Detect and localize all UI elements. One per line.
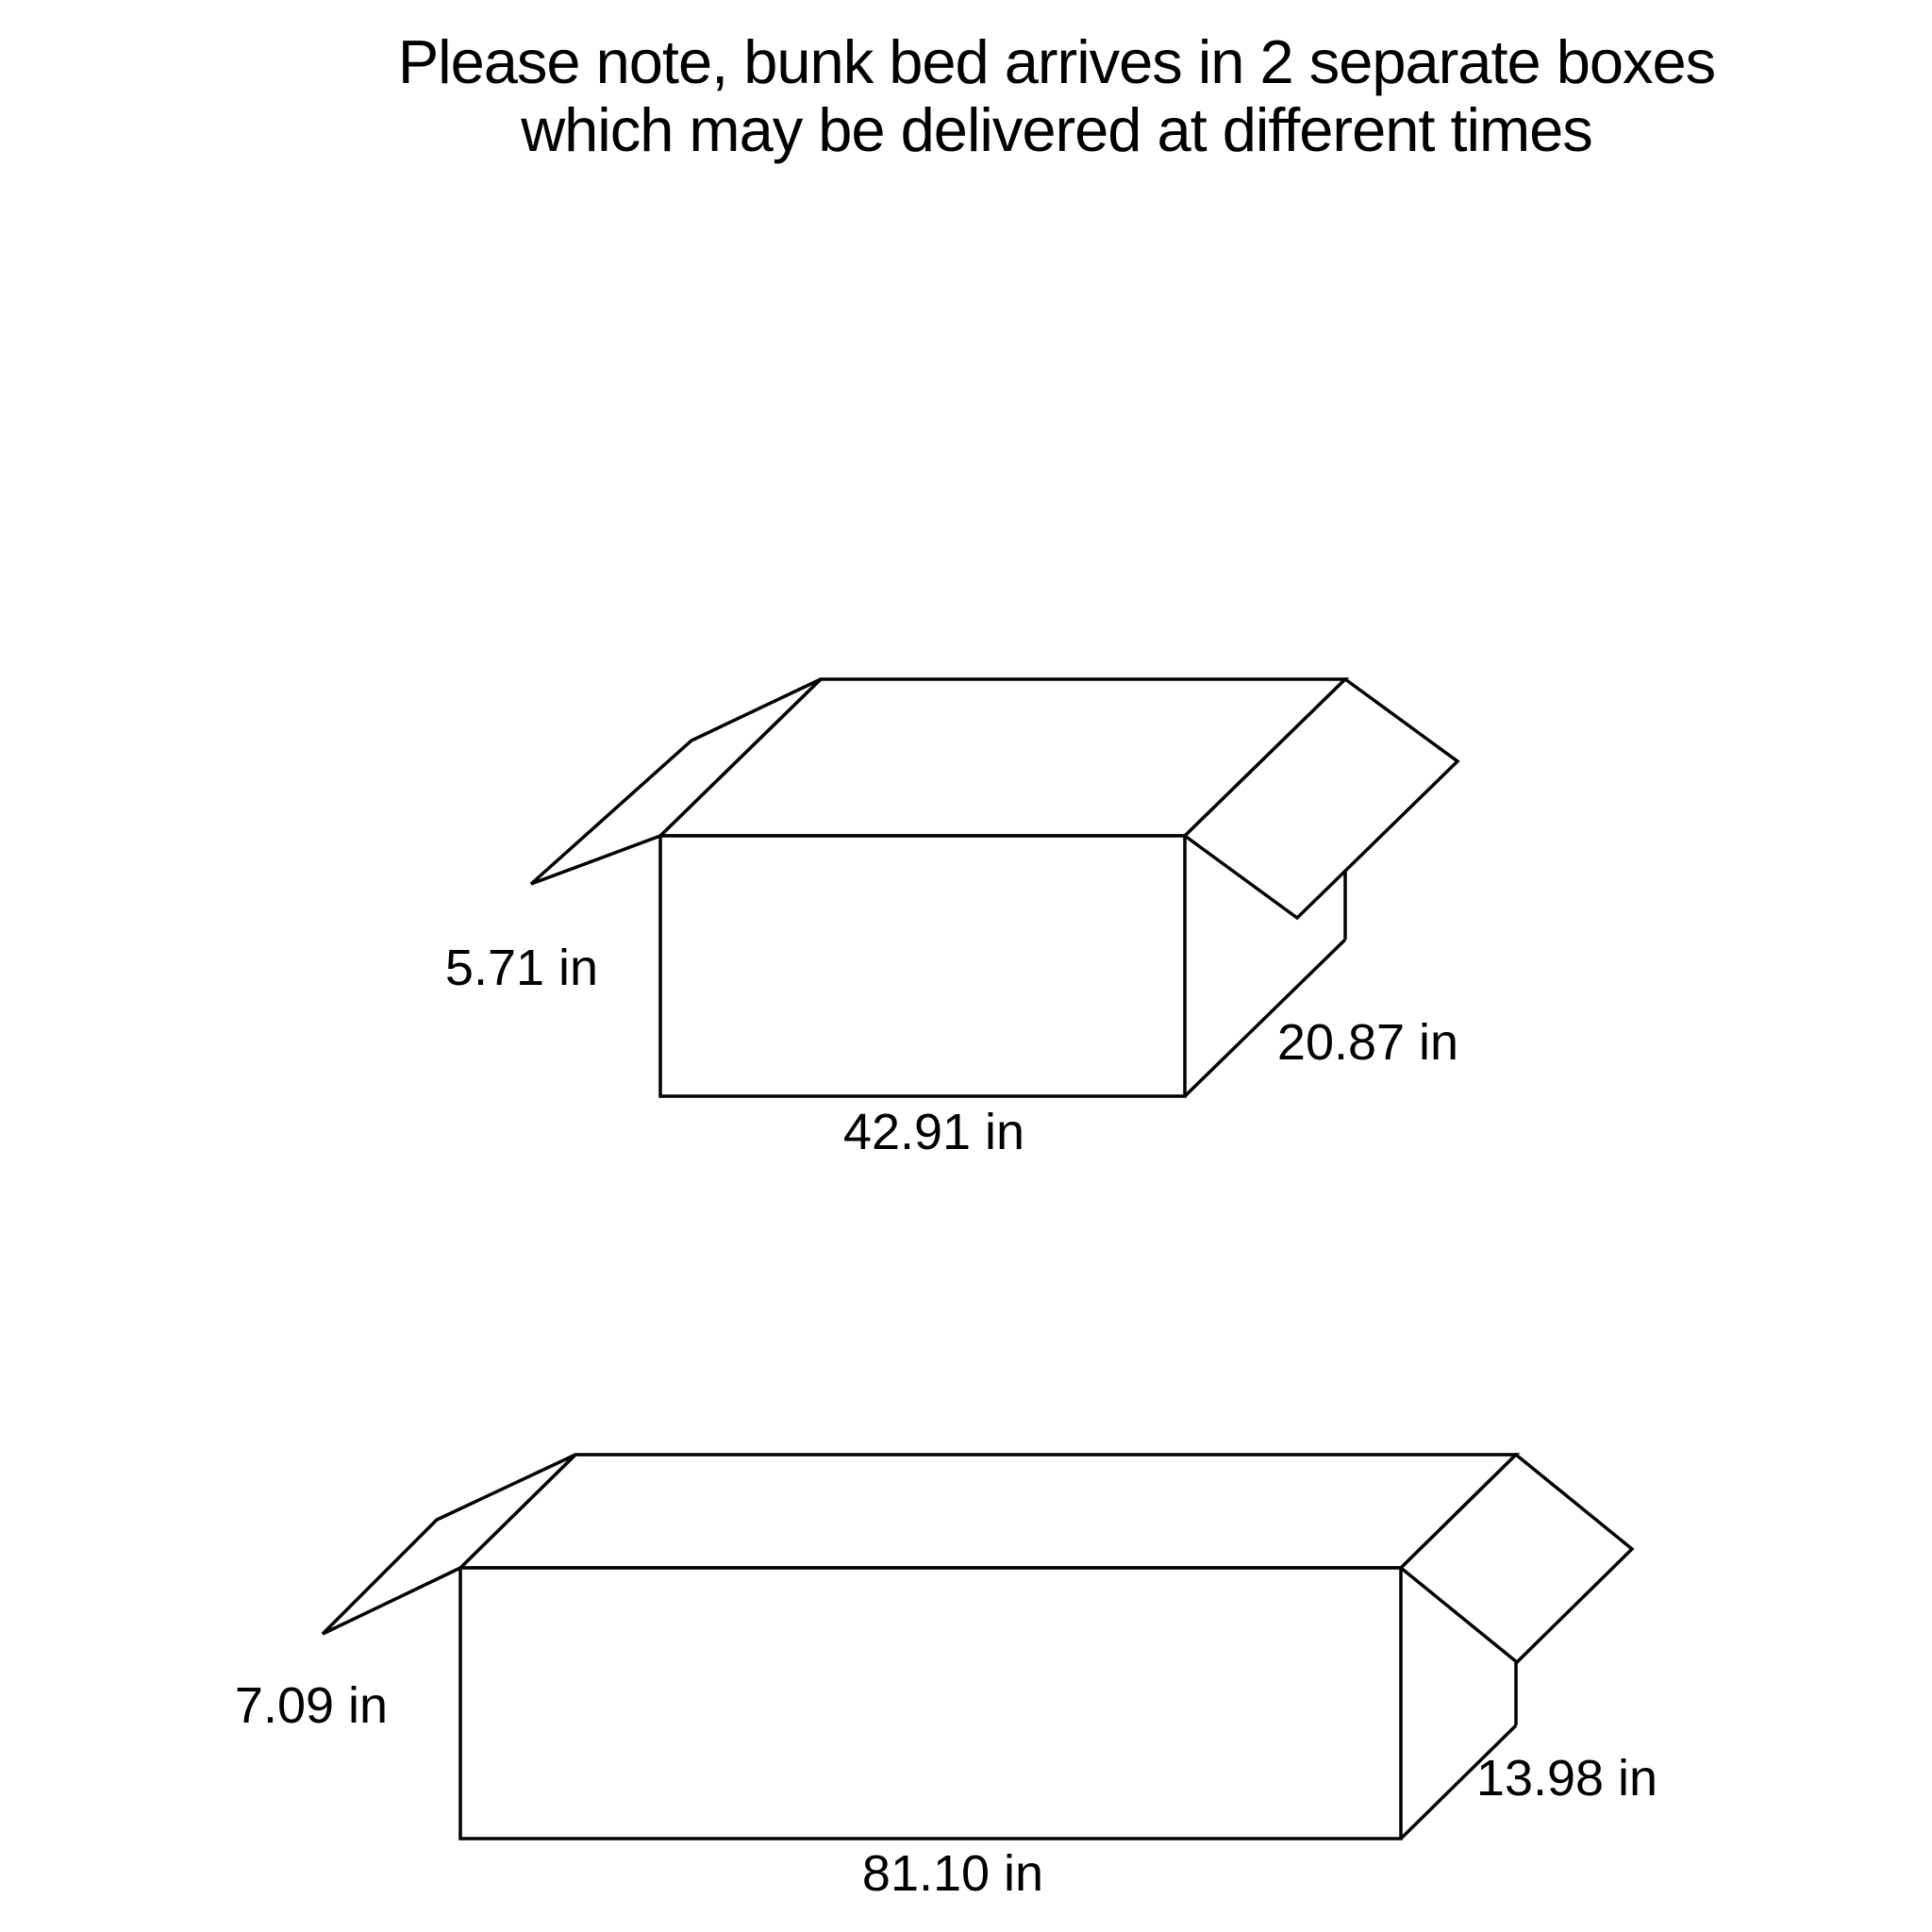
box1-front-face: [660, 836, 1185, 1096]
box1-depth-label: 20.87 in: [1276, 1014, 1459, 1071]
box2-top-face: [460, 1455, 1516, 1568]
box2-length-label: 81.10 in: [861, 1845, 1044, 1902]
box2-depth-label: 13.98 in: [1475, 1750, 1658, 1807]
box2-height-label: 7.09 in: [234, 1677, 389, 1734]
box2-drawing: [323, 1455, 1632, 1839]
box1-height-label: 5.71 in: [444, 940, 599, 996]
box2-front-face: [460, 1568, 1401, 1839]
delivery-note-line-2: which may be delivered at different times: [521, 95, 1592, 164]
box1-length-label: 42.91 in: [842, 1104, 1025, 1160]
delivery-note-line-1: Please note, bunk bed arrives in 2 separate boxes: [397, 27, 1716, 96]
